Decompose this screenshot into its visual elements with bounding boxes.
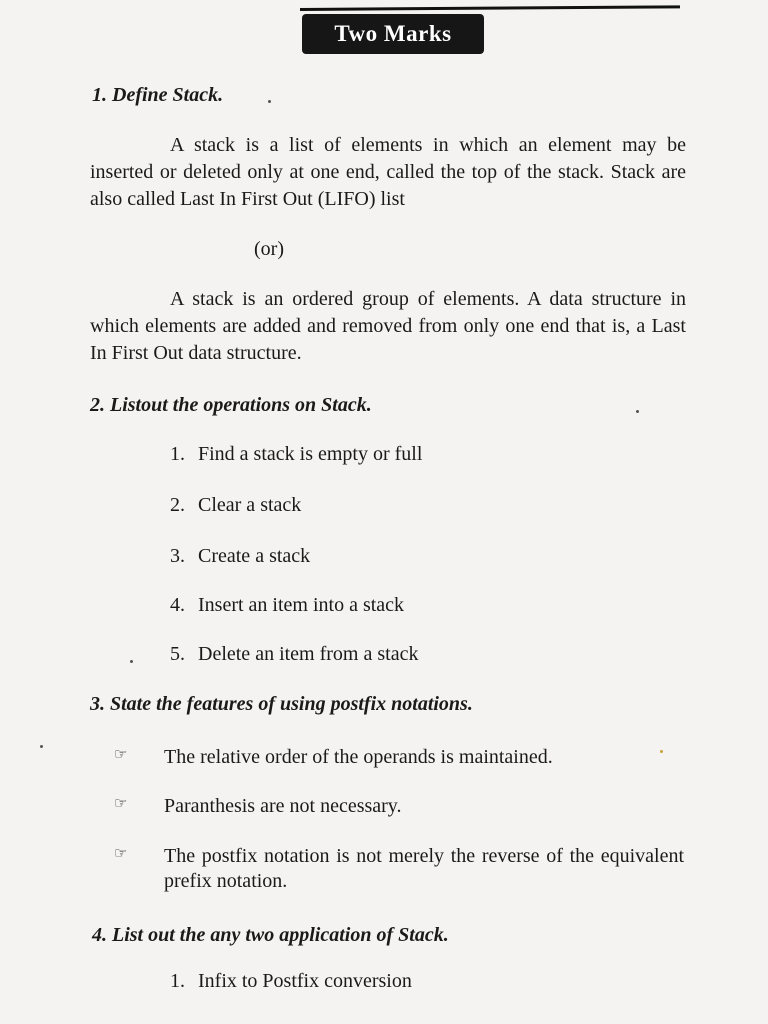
title-badge: Two Marks [302, 14, 484, 54]
q3-heading: 3. State the features of using postfix notations. [90, 693, 473, 715]
bullet-item [114, 844, 684, 894]
item-number: 2. [170, 494, 185, 516]
pointing-hand-icon: ☞ [114, 747, 128, 763]
item-text: Clear a stack [198, 494, 302, 516]
list-item [170, 970, 412, 993]
item-text: Find a stack is empty or full [198, 443, 423, 465]
list-item [170, 545, 310, 568]
item-number: 5. [170, 643, 185, 665]
item-text: Create a stack [198, 545, 311, 567]
scan-speck [268, 100, 271, 103]
list-item [170, 443, 422, 466]
item-text: Insert an item into a stack [198, 594, 405, 616]
item-text: Delete an item from a stack [198, 643, 419, 665]
q1-paragraph-1-text: A stack is a list of elements in which an element may be inserted or deleted only at one end, called the top of the stack. Stack are also called Last In First Out (LIFO) list [90, 134, 686, 210]
scan-speck [636, 410, 639, 413]
q1-paragraph-2 [90, 286, 686, 367]
list-item [170, 494, 301, 517]
scan-speck [40, 745, 43, 748]
list-item [170, 594, 404, 617]
scan-speck [130, 660, 133, 663]
item-number: 1. [170, 970, 185, 992]
pointing-hand-icon: ☞ [114, 846, 128, 862]
q4-heading: 4. List out the any two application of Stack. [92, 924, 449, 946]
item-number: 1. [170, 443, 185, 465]
bullet-item [114, 794, 684, 819]
q1-paragraph-2-text: A stack is an ordered group of elements. A data structure in which elements are added and removed from only one end that is, a Last In First Out data structure. [90, 288, 686, 364]
scan-speck [660, 750, 663, 753]
item-text: Infix to Postfix conversion [198, 970, 412, 992]
q2-heading: 2. Listout the operations on Stack. [90, 394, 372, 416]
bullet-text: The postfix notation is not merely the reverse of the equivalent prefix notation. [164, 845, 684, 892]
q1-or: (or) [254, 238, 284, 260]
item-number: 4. [170, 594, 185, 616]
q1-paragraph-1 [90, 132, 686, 213]
list-item [170, 643, 418, 666]
item-number: 3. [170, 545, 185, 567]
bullet-item [114, 745, 684, 770]
q1-heading: 1. Define Stack. [92, 84, 224, 106]
bullet-text: Paranthesis are not necessary. [164, 795, 402, 817]
top-rule [300, 5, 680, 11]
bullet-text: The relative order of the operands is maintained. [164, 746, 553, 768]
pointing-hand-icon: ☞ [114, 796, 128, 812]
